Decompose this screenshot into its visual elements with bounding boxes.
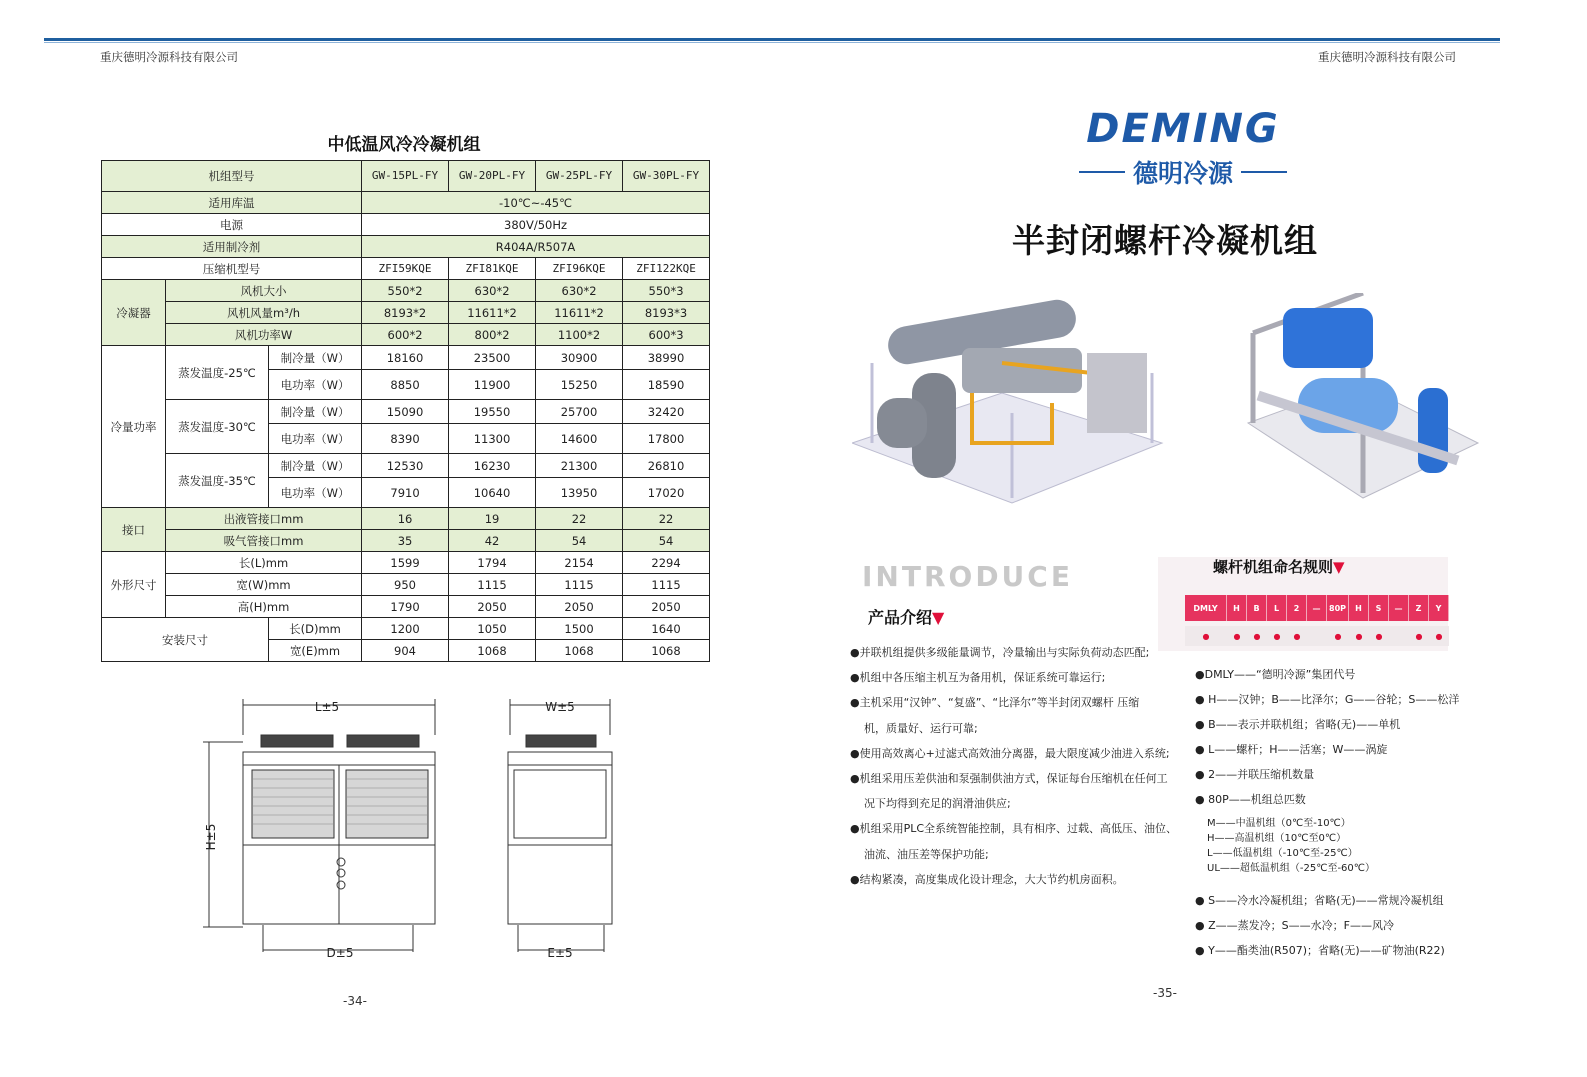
table-row [102, 214, 710, 236]
company-name-right: 重庆德明冷源科技有限公司 [1318, 50, 1456, 64]
power-draw-cell: 15250 [536, 370, 623, 400]
install-d-label: 长(D)mm [269, 618, 362, 640]
table-row [102, 400, 710, 424]
fan-air-cell: 8193*3 [623, 302, 710, 324]
liquid-port-cell: 22 [623, 508, 710, 530]
dim-e-label: E±5 [547, 946, 573, 960]
install-e-cell: 904 [362, 640, 449, 662]
capacity-cell: 23500 [449, 346, 536, 370]
capacity-cell: 12530 [362, 454, 449, 478]
table-row [102, 530, 710, 552]
list-item: L——低温机组（-10℃至-25℃） [1207, 848, 1358, 859]
dot-icon: ● [1355, 631, 1363, 641]
model-label: 机组型号 [102, 161, 362, 192]
front-view-drawing [195, 695, 455, 965]
side-view-drawing [500, 695, 620, 965]
spec-table-title: 中低温风冷冷凝机组 [327, 135, 481, 155]
power-draw-cell: 8850 [362, 370, 449, 400]
length-cell: 1794 [449, 552, 536, 574]
evap-temp-label: 蒸发温度-25℃ [166, 346, 269, 400]
intro-bullet-list [850, 640, 1178, 892]
compressor-cell: ZFI59KQE [362, 258, 449, 280]
width-label: 宽(W)mm [166, 574, 362, 596]
dot-icon: ● [1273, 631, 1281, 641]
triangle-down-icon: ▼ [932, 608, 945, 627]
product-intro-heading [868, 605, 944, 628]
capacity-cell: 19550 [449, 400, 536, 424]
install-e-cell: 1068 [449, 640, 536, 662]
dims-label: 外形尺寸 [102, 552, 166, 618]
list-item: ● 2——并联压缩机数量 [1195, 768, 1315, 781]
fan-power-cell: 600*3 [623, 324, 710, 346]
code-cell: L [1267, 595, 1287, 621]
dot-icon: ● [1435, 631, 1443, 641]
header-rule [44, 38, 1500, 41]
list-item: ● S——冷水冷凝机组；省略(无)——常规冷凝机组 [1195, 894, 1444, 907]
list-item: ●机组采用压差供油和泵强制供油方式，保证每台压缩机在任何工 [850, 772, 1168, 786]
fan-air-cell: 11611*2 [449, 302, 536, 324]
capacity-cell: 30900 [536, 346, 623, 370]
length-label: 长(L)mm [166, 552, 362, 574]
storage-temp-label: 适用库温 [102, 192, 362, 214]
suction-port-cell: 35 [362, 530, 449, 552]
liquid-port-label: 出液管接口mm [166, 508, 362, 530]
condenser-label: 冷凝器 [102, 280, 166, 346]
model-cell: GW-15PL-FY [362, 161, 449, 192]
table-row [102, 302, 710, 324]
list-item: H——高温机组（10℃至0℃） [1207, 833, 1347, 844]
power-draw-cell: 10640 [449, 478, 536, 508]
dim-w-label: W±5 [545, 700, 575, 714]
fan-air-cell: 8193*2 [362, 302, 449, 324]
refrigerant-label: 适用制冷剂 [102, 236, 362, 258]
fan-air-label: 风机风量m³/h [166, 302, 362, 324]
height-cell: 2050 [536, 596, 623, 618]
list-item: UL——超低温机组（-25℃至-60℃） [1207, 863, 1376, 874]
length-cell: 2154 [536, 552, 623, 574]
refrigerant-value: R404A/R507A [362, 236, 710, 258]
dim-h-label: H±5 [204, 823, 218, 851]
compressor-label: 压缩机型号 [102, 258, 362, 280]
list-item: M——中温机组（0℃至-10℃） [1207, 818, 1351, 829]
power-label: 电源 [102, 214, 362, 236]
compressor-cell: ZFI96KQE [536, 258, 623, 280]
code-cell: H [1227, 595, 1247, 621]
capacity-label: 制冷量（W） [269, 454, 362, 478]
fan-power-label: 风机功率W [166, 324, 362, 346]
power-draw-cell: 7910 [362, 478, 449, 508]
capacity-cell: 16230 [449, 454, 536, 478]
fan-power-cell: 600*2 [362, 324, 449, 346]
code-cell: DMLY [1185, 595, 1227, 621]
fan-size-cell: 550*3 [623, 280, 710, 302]
dot-icon: ● [1334, 631, 1342, 641]
evap-temp-label: 蒸发温度-35℃ [166, 454, 269, 508]
table-row [102, 574, 710, 596]
code-cell: 80P [1327, 595, 1349, 621]
model-cell: GW-25PL-FY [536, 161, 623, 192]
height-cell: 2050 [449, 596, 536, 618]
power-draw-cell: 8390 [362, 424, 449, 454]
evap-temp-label: 蒸发温度-30℃ [166, 400, 269, 454]
dot-icon: ● [1202, 631, 1210, 641]
install-d-cell: 1500 [536, 618, 623, 640]
dot-spacer [1307, 626, 1327, 646]
port-label: 接口 [102, 508, 166, 552]
company-name-left: 重庆德明冷源科技有限公司 [100, 50, 238, 64]
naming-rule-title: 螺杆机组命名规则 [1213, 558, 1334, 576]
power-draw-cell: 11900 [449, 370, 536, 400]
product-title: 半封闭螺杆冷凝机组 [1012, 221, 1318, 260]
suction-port-label: 吸气管接口mm [166, 530, 362, 552]
fan-size-cell: 630*2 [449, 280, 536, 302]
length-cell: 2294 [623, 552, 710, 574]
list-item: ●机组中各压缩主机互为备用机，保证系统可靠运行; [850, 671, 1106, 685]
table-row [102, 324, 710, 346]
list-item: ● H——汉钟；B——比泽尔；G——谷轮；S——松洋 [1195, 693, 1460, 706]
naming-dot-row [1185, 626, 1449, 646]
power-value: 380V/50Hz [362, 214, 710, 236]
power-draw-cell: 13950 [536, 478, 623, 508]
dot-icon: ● [1233, 631, 1241, 641]
condensing-unit-illustration-right [1243, 293, 1483, 513]
power-draw-cell: 18590 [623, 370, 710, 400]
list-item: ● 80P——机组总匹数 [1195, 793, 1306, 806]
dim-l-label: L±5 [314, 700, 340, 714]
height-label: 高(H)mm [166, 596, 362, 618]
install-label: 安装尺寸 [102, 618, 269, 662]
power-draw-label: 电功率（W） [269, 370, 362, 400]
width-cell: 1115 [449, 574, 536, 596]
install-d-cell: 1640 [623, 618, 710, 640]
cooling-label: 冷量功率 [102, 346, 166, 508]
compressor-cell: ZFI122KQE [623, 258, 710, 280]
list-item: ●机组采用PLC全系统智能控制，具有相序、过载、高低压、油位、 [850, 822, 1178, 836]
code-cell: — [1307, 595, 1327, 621]
table-row [102, 596, 710, 618]
list-item: ●使用高效离心+过滤式高效油分离器，最大限度减少油进入系统; [850, 746, 1170, 760]
spec-table [101, 160, 710, 662]
list-item: 机，质量好、运行可靠; [864, 721, 978, 735]
install-e-cell: 1068 [536, 640, 623, 662]
deming-logo [1063, 106, 1303, 190]
dot-icon: ● [1253, 631, 1261, 641]
list-item: 油流、油压差等保护功能; [864, 847, 989, 861]
capacity-label: 制冷量（W） [269, 400, 362, 424]
width-cell: 1115 [536, 574, 623, 596]
naming-rule-heading [1213, 556, 1345, 577]
logo-chinese: 德明冷源 [1132, 159, 1233, 188]
width-cell: 1115 [623, 574, 710, 596]
page-number-right: -35- [1153, 986, 1177, 1000]
model-cell: GW-20PL-FY [449, 161, 536, 192]
install-e-label: 宽(E)mm [269, 640, 362, 662]
model-cell: GW-30PL-FY [623, 161, 710, 192]
dot-spacer [1389, 626, 1409, 646]
fan-air-cell: 11611*2 [536, 302, 623, 324]
triangle-down-icon: ▼ [1333, 558, 1345, 576]
suction-port-cell: 42 [449, 530, 536, 552]
table-row [102, 280, 710, 302]
install-d-cell: 1050 [449, 618, 536, 640]
height-cell: 1790 [362, 596, 449, 618]
table-row [102, 552, 710, 574]
naming-rule-list [1195, 662, 1459, 963]
dot-icon: ● [1293, 631, 1301, 641]
install-e-cell: 1068 [623, 640, 710, 662]
code-cell: S [1369, 595, 1389, 621]
list-item: ●结构紧凑，高度集成化设计理念，大大节约机房面积。 [850, 872, 1124, 886]
code-cell: H [1349, 595, 1369, 621]
logo-wordmark: DEMING [1086, 106, 1280, 152]
page-number-left: -34- [343, 994, 367, 1008]
capacity-cell: 21300 [536, 454, 623, 478]
list-item: 况下均得到充足的润滑油供应; [864, 797, 1011, 811]
capacity-cell: 26810 [623, 454, 710, 478]
table-row [102, 618, 710, 640]
code-cell: 2 [1287, 595, 1307, 621]
power-draw-cell: 17020 [623, 478, 710, 508]
list-item: ● Z——蒸发冷；S——水冷；F——风冷 [1195, 919, 1394, 932]
naming-code-row [1185, 595, 1449, 621]
list-item: ● L——螺杆；H——活塞；W——涡旋 [1195, 743, 1388, 756]
code-cell: — [1389, 595, 1409, 621]
table-row [102, 236, 710, 258]
capacity-cell: 18160 [362, 346, 449, 370]
suction-port-cell: 54 [623, 530, 710, 552]
product-intro-text: 产品介绍 [868, 608, 933, 627]
list-item: ● Y——酯类油(R507)；省略(无)——矿物油(R22) [1195, 944, 1445, 957]
fan-size-label: 风机大小 [166, 280, 362, 302]
header-rule-thin [44, 42, 1500, 43]
capacity-label: 制冷量（W） [269, 346, 362, 370]
table-row [102, 508, 710, 530]
fan-size-cell: 550*2 [362, 280, 449, 302]
fan-power-cell: 800*2 [449, 324, 536, 346]
width-cell: 950 [362, 574, 449, 596]
suction-port-cell: 54 [536, 530, 623, 552]
code-cell: B [1247, 595, 1267, 621]
power-draw-label: 电功率（W） [269, 478, 362, 508]
list-item: ●并联机组提供多级能量调节，冷量输出与实际负荷动态匹配; [850, 646, 1150, 659]
list-item: ● B——表示并联机组；省略(无)——单机 [1195, 718, 1401, 731]
dim-d-label: D±5 [326, 946, 354, 960]
list-item: ●主机采用“汉钟”、“复盛”、“比泽尔”等半封闭双螺杆 压缩 [850, 696, 1140, 710]
power-draw-cell: 11300 [449, 424, 536, 454]
height-cell: 2050 [623, 596, 710, 618]
fan-size-cell: 630*2 [536, 280, 623, 302]
install-d-cell: 1200 [362, 618, 449, 640]
capacity-cell: 25700 [536, 400, 623, 424]
liquid-port-cell: 16 [362, 508, 449, 530]
power-draw-cell: 17800 [623, 424, 710, 454]
code-cell: Y [1429, 595, 1449, 621]
power-draw-label: 电功率（W） [269, 424, 362, 454]
dot-icon: ● [1415, 631, 1423, 641]
capacity-cell: 15090 [362, 400, 449, 424]
dot-icon: ● [1375, 631, 1383, 641]
table-row [102, 192, 710, 214]
code-cell: Z [1409, 595, 1429, 621]
power-draw-cell: 14600 [536, 424, 623, 454]
capacity-cell: 38990 [623, 346, 710, 370]
condensing-unit-illustration-left [852, 293, 1172, 513]
introduce-heading: INTRODUCE [862, 560, 1073, 593]
list-item: ●DMLY——“德明冷源”集团代号 [1195, 668, 1356, 681]
table-row [102, 258, 710, 280]
compressor-cell: ZFI81KQE [449, 258, 536, 280]
table-row [102, 454, 710, 478]
table-row [102, 346, 710, 370]
storage-temp-value: -10℃~-45℃ [362, 192, 710, 214]
liquid-port-cell: 22 [536, 508, 623, 530]
liquid-port-cell: 19 [449, 508, 536, 530]
fan-power-cell: 1100*2 [536, 324, 623, 346]
table-row [102, 161, 710, 192]
capacity-cell: 32420 [623, 400, 710, 424]
length-cell: 1599 [362, 552, 449, 574]
